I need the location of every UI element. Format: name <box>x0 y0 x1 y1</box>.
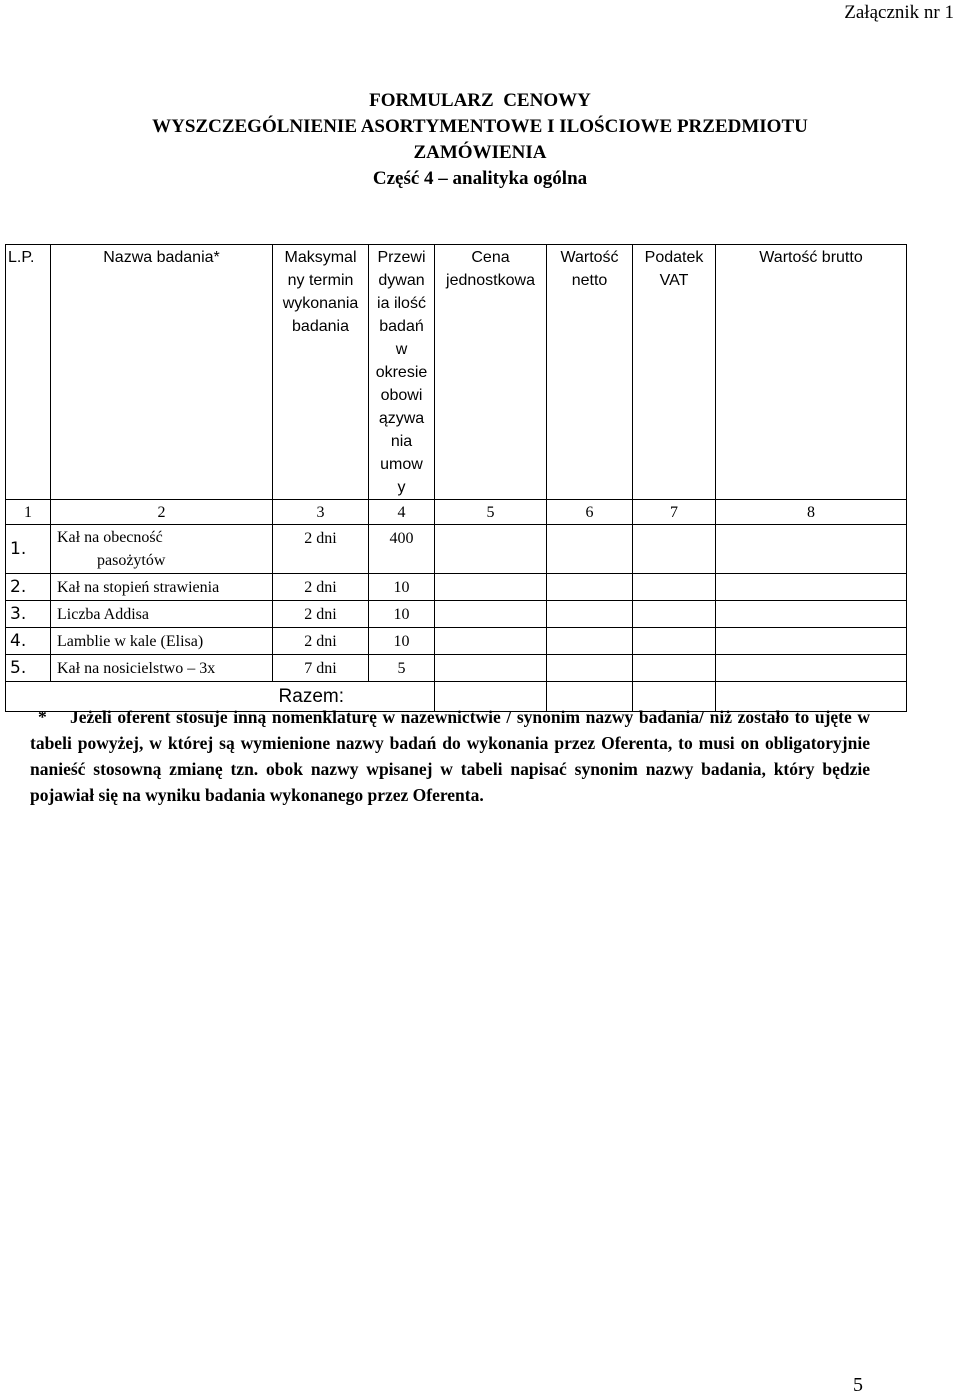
table-row <box>6 525 907 574</box>
row-net-value[interactable] <box>547 574 633 601</box>
total-label: Razem: <box>6 682 435 712</box>
header-term-l3: wykonania <box>282 295 359 312</box>
col-number-5: 5 <box>435 500 547 525</box>
row-quantity: 10 <box>369 601 435 628</box>
row-gross-value[interactable] <box>716 574 907 601</box>
header-term-l4: badania <box>292 318 349 335</box>
row-unit-price[interactable] <box>435 628 547 655</box>
col-number-7: 7 <box>633 500 716 525</box>
row-term: 2 dni <box>273 628 369 655</box>
row-name-line2: pasożytów <box>97 552 166 569</box>
header-gross-value: Wartość brutto <box>716 245 907 500</box>
row-name: Kał na nosicielstwo – 3x <box>51 655 273 682</box>
row-net-value[interactable] <box>547 601 633 628</box>
row-unit-price[interactable] <box>435 574 547 601</box>
header-net-l1: Wartość <box>560 249 619 266</box>
table-row <box>6 574 907 601</box>
annex-label: Załącznik nr 1 <box>844 2 954 23</box>
header-term-l1: Maksymal <box>284 249 357 266</box>
footnote-star: * <box>38 707 47 727</box>
footnote <box>30 704 870 808</box>
row-term: 2 dni <box>273 574 369 601</box>
col-number-3: 3 <box>273 500 369 525</box>
row-name <box>51 525 273 574</box>
header-price-l1: Cena <box>471 249 510 266</box>
header-quantity <box>369 245 435 500</box>
col-number-8: 8 <box>716 500 907 525</box>
row-unit-price[interactable] <box>435 525 547 574</box>
footnote-text: Jeżeli oferent stosuje inną nomenklaturę w nazewnictwie / synonim nazwy badania/ niż zostało to ujęte w tabeli powyżej, w której są wymienione nazwy badań do wykonania przez Oferenta, to musi on obligatoryjnie nanieść stosowną zmianę tzn. obok nazwy wpisanej w tabeli napisać synonim nazwy badania, który będzie pojawiał się na wyniku badania wykonanego przez Oferenta. <box>30 707 870 805</box>
row-term: 2 dni <box>273 601 369 628</box>
col-number-4: 4 <box>369 500 435 525</box>
row-unit-price[interactable] <box>435 655 547 682</box>
header-qty-l1: Przewi <box>377 249 426 266</box>
row-lp: 1. <box>6 525 51 574</box>
row-name: Lamblie w kale (Elisa) <box>51 628 273 655</box>
header-term <box>273 245 369 500</box>
table-row <box>6 601 907 628</box>
page-number: 5 <box>853 1374 863 1396</box>
row-gross-value[interactable] <box>716 628 907 655</box>
header-term-l2: ny termin <box>287 272 354 289</box>
row-term: 7 dni <box>273 655 369 682</box>
row-lp: 2. <box>6 574 51 601</box>
row-vat[interactable] <box>633 525 716 574</box>
row-unit-price[interactable] <box>435 601 547 628</box>
heading-line-4: Część 4 – analityka ogólna <box>372 168 588 189</box>
column-number-row <box>6 500 907 525</box>
col-number-6: 6 <box>547 500 633 525</box>
heading-line-1: FORMULARZ CENOWY <box>369 90 591 111</box>
row-name-line1: Kał na obecność <box>57 529 163 546</box>
header-qty-l4: badań <box>379 318 424 335</box>
row-vat[interactable] <box>633 601 716 628</box>
header-vat-l1: Podatek <box>644 249 704 266</box>
header-name: Nazwa badania* <box>51 245 273 500</box>
row-quantity: 10 <box>369 628 435 655</box>
header-vat <box>633 245 716 500</box>
header-qty-l7: obowi <box>380 387 423 404</box>
table-header-row <box>6 245 907 500</box>
row-vat[interactable] <box>633 628 716 655</box>
header-vat-l2: VAT <box>659 272 689 289</box>
row-lp: 5. <box>6 655 51 682</box>
row-gross-value[interactable] <box>716 655 907 682</box>
table-row <box>6 628 907 655</box>
header-net-value <box>547 245 633 500</box>
row-quantity: 5 <box>369 655 435 682</box>
row-net-value[interactable] <box>547 525 633 574</box>
header-qty-l3: ia ilość <box>377 295 426 312</box>
header-qty-l2: dywan <box>378 272 425 289</box>
header-qty-l8: ązywa <box>378 410 425 427</box>
row-net-value[interactable] <box>547 655 633 682</box>
header-qty-l11: y <box>397 479 406 496</box>
row-term: 2 dni <box>273 525 369 574</box>
row-quantity: 10 <box>369 574 435 601</box>
row-vat[interactable] <box>633 574 716 601</box>
col-number-2: 2 <box>51 500 273 525</box>
row-gross-value[interactable] <box>716 601 907 628</box>
table-row <box>6 655 907 682</box>
header-lp: L.P. <box>6 245 51 500</box>
document-heading <box>0 88 960 192</box>
row-lp: 4. <box>6 628 51 655</box>
header-net-l2: netto <box>571 272 608 289</box>
heading-line-2: WYSZCZEGÓLNIENIE ASORTYMENTOWE I ILOŚCIOWE PRZEDMIOTU <box>152 116 808 137</box>
row-name: Liczba Addisa <box>51 601 273 628</box>
header-qty-l5: w <box>395 341 408 358</box>
row-lp: 3. <box>6 601 51 628</box>
header-unit-price <box>435 245 547 500</box>
heading-line-3: ZAMÓWIENIA <box>413 142 547 163</box>
header-price-l2: jednostkowa <box>446 272 535 289</box>
row-vat[interactable] <box>633 655 716 682</box>
row-net-value[interactable] <box>547 628 633 655</box>
header-qty-l6: okresie <box>375 364 428 381</box>
row-gross-value[interactable] <box>716 525 907 574</box>
row-quantity: 400 <box>369 525 435 574</box>
header-qty-l10: umow <box>380 456 423 473</box>
col-number-1: 1 <box>6 500 51 525</box>
row-name: Kał na stopień strawienia <box>51 574 273 601</box>
header-qty-l9: nia <box>390 433 413 450</box>
price-table <box>5 244 907 712</box>
